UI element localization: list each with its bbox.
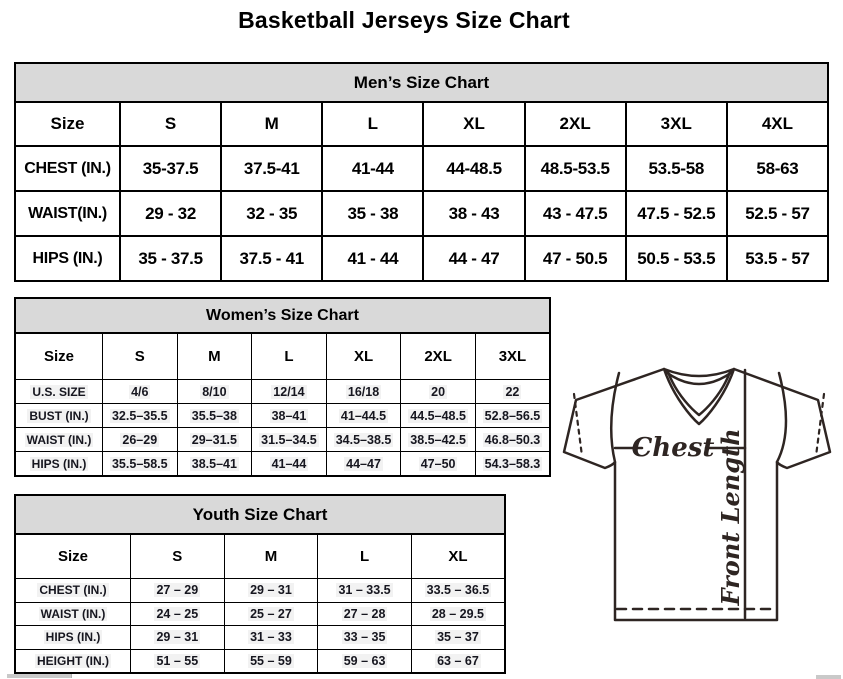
row-label: BUST (IN.) xyxy=(15,404,103,428)
table-row xyxy=(15,236,828,281)
size-value-cell: 54.3–58.3 xyxy=(475,452,550,477)
size-value-cell: 35.5–38 xyxy=(177,404,252,428)
table-row xyxy=(15,579,505,603)
size-value-cell: 44–47 xyxy=(326,452,401,477)
column-header: XL xyxy=(326,333,401,380)
column-header: M xyxy=(224,534,318,579)
row-label: WAIST (IN.) xyxy=(15,428,103,452)
column-header: Size xyxy=(15,102,120,146)
size-value-cell: 28 – 29.5 xyxy=(411,602,505,626)
column-header: S xyxy=(103,333,178,380)
row-label: CHEST (IN.) xyxy=(15,579,131,603)
size-value-cell: 37.5-41 xyxy=(221,146,322,191)
column-header: 2XL xyxy=(401,333,476,380)
size-value-cell: 63 – 67 xyxy=(411,649,505,673)
size-value-cell: 41 - 44 xyxy=(322,236,423,281)
column-header: S xyxy=(120,102,221,146)
size-value-cell: 32 - 35 xyxy=(221,191,322,236)
row-label: CHEST (IN.) xyxy=(15,146,120,191)
row-label: HEIGHT (IN.) xyxy=(15,649,131,673)
column-header: Size xyxy=(15,534,131,579)
column-header: L xyxy=(322,102,423,146)
column-header: Size xyxy=(15,333,103,380)
size-value-cell: 35 - 37.5 xyxy=(120,236,221,281)
horizontal-scrollbar-thumb-left[interactable] xyxy=(7,674,72,678)
table-row xyxy=(15,602,505,626)
jersey-outline xyxy=(564,369,830,620)
size-value-cell: 41–44.5 xyxy=(326,404,401,428)
column-header: L xyxy=(318,534,412,579)
size-value-cell: 35 - 38 xyxy=(322,191,423,236)
column-header: S xyxy=(131,534,225,579)
row-label: WAIST(IN.) xyxy=(15,191,120,236)
column-header: 2XL xyxy=(525,102,626,146)
size-value-cell: 29–31.5 xyxy=(177,428,252,452)
size-value-cell: 55 – 59 xyxy=(224,649,318,673)
womens-size-chart-table xyxy=(14,297,551,477)
size-value-cell: 47 - 50.5 xyxy=(525,236,626,281)
youth-table xyxy=(14,533,506,674)
table-row xyxy=(15,452,550,477)
column-header: 3XL xyxy=(475,333,550,380)
size-value-cell: 46.8–50.3 xyxy=(475,428,550,452)
table-row xyxy=(15,404,550,428)
size-value-cell: 31.5–34.5 xyxy=(252,428,327,452)
header-row xyxy=(15,333,550,380)
size-value-cell: 59 – 63 xyxy=(318,649,412,673)
column-header: L xyxy=(252,333,327,380)
size-value-cell: 48.5-53.5 xyxy=(525,146,626,191)
size-value-cell: 27 – 28 xyxy=(318,602,412,626)
size-value-cell: 50.5 - 53.5 xyxy=(626,236,727,281)
size-value-cell: 33.5 – 36.5 xyxy=(411,579,505,603)
size-value-cell: 43 - 47.5 xyxy=(525,191,626,236)
size-value-cell: 44.5–48.5 xyxy=(401,404,476,428)
table-row xyxy=(15,380,550,404)
jersey-diagram-icon xyxy=(556,356,843,632)
size-value-cell: 52.8–56.5 xyxy=(475,404,550,428)
row-label: HIPS (IN.) xyxy=(15,452,103,477)
size-value-cell: 51 – 55 xyxy=(131,649,225,673)
size-value-cell: 34.5–38.5 xyxy=(326,428,401,452)
header-row xyxy=(15,102,828,146)
youth-size-chart-table xyxy=(14,494,506,674)
size-value-cell: 26–29 xyxy=(103,428,178,452)
size-value-cell: 33 – 35 xyxy=(318,626,412,650)
size-value-cell: 29 – 31 xyxy=(131,626,225,650)
size-value-cell: 35.5–58.5 xyxy=(103,452,178,477)
column-header: 3XL xyxy=(626,102,727,146)
youth-table-title: Youth Size Chart xyxy=(14,494,506,535)
size-value-cell: 8/10 xyxy=(177,380,252,404)
table-row xyxy=(15,191,828,236)
size-value-cell: 31 – 33 xyxy=(224,626,318,650)
sleeve-hem-dashed-left xyxy=(574,394,582,456)
size-value-cell: 29 – 31 xyxy=(224,579,318,603)
size-value-cell: 12/14 xyxy=(252,380,327,404)
front-length-measure-label: Front Length xyxy=(716,428,745,606)
row-label: WAIST (IN.) xyxy=(15,602,131,626)
column-header: M xyxy=(221,102,322,146)
size-value-cell: 41–44 xyxy=(252,452,327,477)
size-value-cell: 4/6 xyxy=(103,380,178,404)
size-value-cell: 25 – 27 xyxy=(224,602,318,626)
chest-measure-label: Chest xyxy=(631,433,715,463)
womens-table-title: Women’s Size Chart xyxy=(14,297,551,334)
size-value-cell: 44 - 47 xyxy=(423,236,524,281)
size-value-cell: 29 - 32 xyxy=(120,191,221,236)
mens-size-chart-table xyxy=(14,62,829,282)
size-value-cell: 16/18 xyxy=(326,380,401,404)
mens-table-title: Men’s Size Chart xyxy=(14,62,829,103)
size-value-cell: 31 – 33.5 xyxy=(318,579,412,603)
size-value-cell: 38.5–42.5 xyxy=(401,428,476,452)
size-value-cell: 38–41 xyxy=(252,404,327,428)
size-value-cell: 22 xyxy=(475,380,550,404)
table-row xyxy=(15,428,550,452)
size-value-cell: 41-44 xyxy=(322,146,423,191)
size-value-cell: 52.5 - 57 xyxy=(727,191,828,236)
column-header: M xyxy=(177,333,252,380)
mens-table xyxy=(14,101,829,282)
size-value-cell: 32.5–35.5 xyxy=(103,404,178,428)
table-row xyxy=(15,146,828,191)
row-label: U.S. SIZE xyxy=(15,380,103,404)
size-value-cell: 44-48.5 xyxy=(423,146,524,191)
table-row xyxy=(15,649,505,673)
horizontal-scrollbar-thumb-right[interactable] xyxy=(816,675,841,679)
table-row xyxy=(15,626,505,650)
collar-band-outer xyxy=(664,369,734,376)
size-value-cell: 58-63 xyxy=(727,146,828,191)
size-value-cell: 37.5 - 41 xyxy=(221,236,322,281)
header-row xyxy=(15,534,505,579)
size-value-cell: 20 xyxy=(401,380,476,404)
size-value-cell: 27 – 29 xyxy=(131,579,225,603)
size-value-cell: 47.5 - 52.5 xyxy=(626,191,727,236)
column-header: XL xyxy=(423,102,524,146)
row-label: HIPS (IN.) xyxy=(15,626,131,650)
womens-table xyxy=(14,332,551,477)
column-header: XL xyxy=(411,534,505,579)
size-value-cell: 38.5–41 xyxy=(177,452,252,477)
size-value-cell: 47–50 xyxy=(401,452,476,477)
column-header: 4XL xyxy=(727,102,828,146)
size-value-cell: 53.5 - 57 xyxy=(727,236,828,281)
size-value-cell: 24 – 25 xyxy=(131,602,225,626)
row-label: HIPS (IN.) xyxy=(15,236,120,281)
size-value-cell: 53.5-58 xyxy=(626,146,727,191)
size-value-cell: 38 - 43 xyxy=(423,191,524,236)
size-value-cell: 35-37.5 xyxy=(120,146,221,191)
page-title: Basketball Jerseys Size Chart xyxy=(238,7,570,33)
size-value-cell: 35 – 37 xyxy=(411,626,505,650)
